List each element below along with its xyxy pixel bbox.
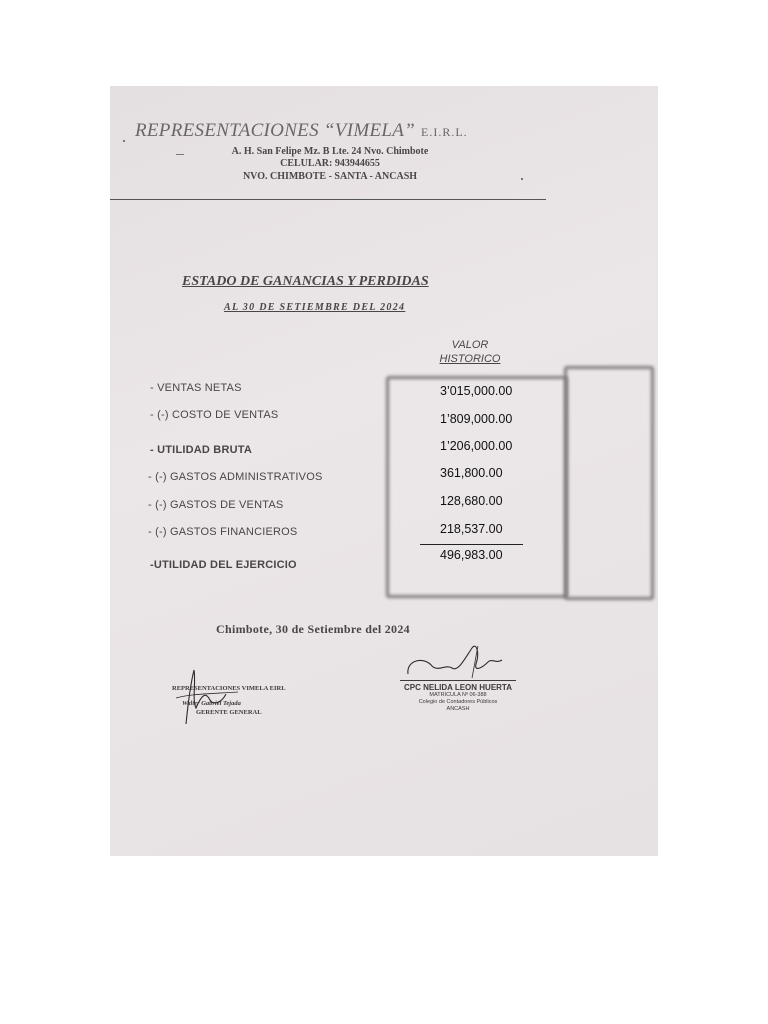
company-name: REPRESENTACIONES “VIMELA” E.I.R.L. bbox=[135, 120, 468, 141]
accountant-name: CPC NELIDA LEON HUERTA bbox=[400, 680, 516, 692]
column-header-line2: HISTORICO bbox=[439, 353, 501, 365]
row-value: 1’206,000.00 bbox=[440, 439, 513, 453]
company-city: NVO. CHIMBOTE - SANTA - ANCASH bbox=[242, 171, 418, 182]
stamp-name: Walter Gabriel Tejada bbox=[182, 700, 241, 707]
stamp-company: REPRESENTACIONES VIMELA EIRL bbox=[172, 685, 286, 692]
statement-date: AL 30 DE SETIEMBRE DEL 2024 bbox=[224, 302, 406, 313]
row-label: -UTILIDAD DEL EJERCICIO bbox=[150, 559, 297, 571]
accountant-stamp bbox=[400, 680, 516, 713]
manager-signature bbox=[166, 664, 246, 728]
company-address: A. H. San Felipe Mz. B Lte. 24 Nvo. Chimbote bbox=[231, 146, 429, 157]
place-date: Chimbote, 30 de Setiembre del 2024 bbox=[216, 622, 410, 636]
column-header-line1: VALOR bbox=[451, 339, 489, 351]
row-value: 128,680.00 bbox=[440, 494, 503, 508]
row-label: - VENTAS NETAS bbox=[150, 382, 242, 394]
total-rule bbox=[420, 544, 523, 545]
row-value: 218,537.00 bbox=[440, 522, 503, 536]
row-value: 496,983.00 bbox=[440, 548, 503, 562]
accountant-institution: Colegio de Contadores Públicos bbox=[418, 699, 498, 705]
row-value: 3’015,000.00 bbox=[440, 384, 513, 398]
header-divider bbox=[110, 199, 546, 200]
accountant-region: ANCASH bbox=[446, 706, 470, 712]
speck bbox=[521, 178, 523, 180]
row-value: 361,800.00 bbox=[440, 466, 503, 480]
row-label: - (-) COSTO DE VENTAS bbox=[150, 409, 279, 421]
document-page bbox=[110, 86, 658, 856]
row-label: - (-) GASTOS FINANCIEROS bbox=[148, 526, 298, 538]
row-label: - (-) GASTOS DE VENTAS bbox=[148, 499, 284, 511]
row-value: 1’809,000.00 bbox=[440, 412, 513, 426]
accountant-registration: MATRICULA Nº 06-388 bbox=[429, 692, 487, 698]
column-header bbox=[430, 338, 510, 366]
stamp-role: GERENTE GENERAL bbox=[196, 709, 262, 716]
company-type: E.I.R.L. bbox=[421, 125, 468, 139]
company-phone: CELULAR: 943944655 bbox=[280, 158, 380, 169]
redaction-box bbox=[386, 376, 568, 598]
accountant-signature bbox=[402, 638, 522, 684]
row-label: - UTILIDAD BRUTA bbox=[150, 444, 252, 456]
dash-mark bbox=[176, 154, 184, 155]
speck bbox=[123, 140, 125, 142]
statement-title: ESTADO DE GANANCIAS Y PERDIDAS bbox=[182, 274, 429, 289]
row-label: - (-) GASTOS ADMINISTRATIVOS bbox=[148, 471, 323, 483]
redaction-box-side bbox=[564, 366, 654, 600]
